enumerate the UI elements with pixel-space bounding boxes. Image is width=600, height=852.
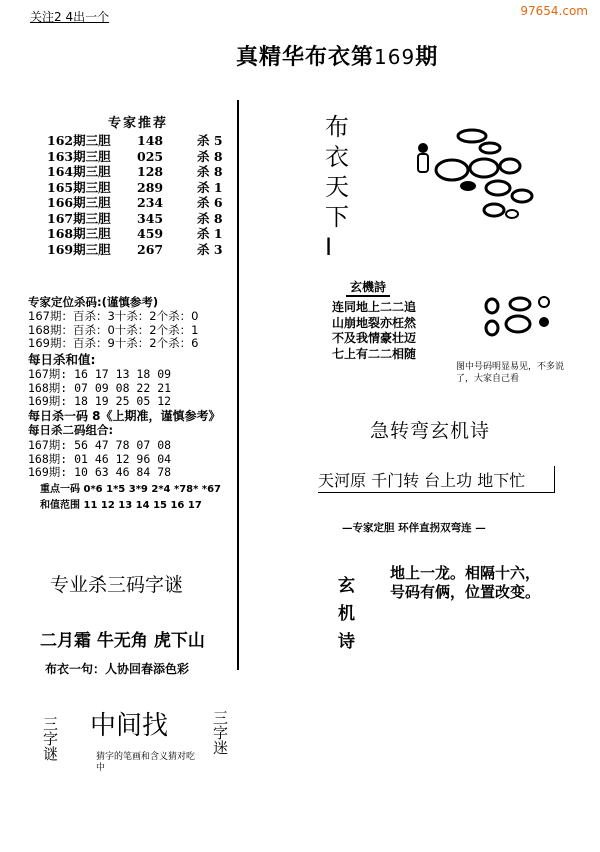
expert-rows xyxy=(47,133,223,257)
position-kill-row: 168期：百杀：0十杀：2个杀：1 xyxy=(28,322,199,337)
page-title xyxy=(236,40,438,71)
xuanji-label: 玄机诗 xyxy=(338,576,355,652)
coin-figure-illustration xyxy=(480,292,555,342)
row-kill: 杀 8 xyxy=(197,164,223,179)
watermark: 97654.com xyxy=(520,4,588,18)
daily-kill-row: 168期: 07 09 08 22 21 xyxy=(28,380,172,395)
daily-two-title: 每日杀二码组合: xyxy=(28,423,114,437)
row-nums: 148 xyxy=(137,133,164,148)
expert-row xyxy=(47,242,223,258)
poem-line: 七上有二二相随 xyxy=(332,346,417,361)
row-kill: 杀 1 xyxy=(197,179,223,195)
title-main: 真精华布衣第 xyxy=(236,45,375,70)
poem-line: 山崩地裂亦枉然 xyxy=(332,315,417,330)
riddle-label-left: 三字谜 xyxy=(41,716,59,761)
expert-row xyxy=(47,211,223,227)
poem-line: 连同地上二二追 xyxy=(332,300,417,314)
poem-note: 图中号码明显易见，不多说了，大家自己看 xyxy=(456,362,565,384)
expert-row xyxy=(47,149,223,165)
row-kill: 杀 3 xyxy=(197,241,223,257)
turn-poem-title: 急转弯玄机诗 xyxy=(370,420,491,442)
header-note: 关注2 4出一个 xyxy=(30,10,110,24)
position-kill-row: 169期：百杀：9十杀：2个杀：6 xyxy=(28,336,199,350)
expert-line: —专家定胆 环伴直拐双弯连 — xyxy=(342,522,486,534)
row-nums: 289 xyxy=(137,179,164,195)
buyi-saying: 布衣一句：人协回春添色彩 xyxy=(45,662,190,676)
row-nums: 128 xyxy=(137,164,164,179)
daily-two-rows xyxy=(28,439,171,480)
daily-one-code: 每日杀一码 8《上期准，谨慎参考》 xyxy=(28,409,221,423)
row-kill: 杀 1 xyxy=(197,226,223,241)
title-issue: 169 xyxy=(374,45,416,69)
kill-three-title: 专业杀三码字谜 xyxy=(50,574,184,596)
daily-two-row: 168期: 01 46 12 96 04 xyxy=(28,451,172,466)
daily-kill-title: 每日杀和值: xyxy=(28,352,96,367)
row-kill: 杀 6 xyxy=(197,195,223,210)
title-suffix: 期 xyxy=(415,45,439,70)
position-kill-rows xyxy=(28,310,198,351)
xuanji-line: 地上一龙。相隔十六， xyxy=(390,564,541,582)
daily-kill-row: 167期: 16 17 13 18 09 xyxy=(28,367,172,381)
row-issue: 162期三胆 xyxy=(47,133,111,148)
row-kill: 杀 8 xyxy=(197,210,223,226)
row-kill: 杀 5 xyxy=(197,133,223,148)
row-issue: 165期三胆 xyxy=(47,179,111,195)
daily-kill-rows xyxy=(28,368,171,409)
expert-row xyxy=(47,226,223,242)
key-one-code: 重点一码 0*6 1*5 3*9 2*4 *78* *67 xyxy=(40,484,221,495)
row-nums: 234 xyxy=(137,195,164,210)
daily-two-row: 169期: 10 63 46 84 78 xyxy=(28,465,172,479)
position-kill-title: 专家定位杀码:(谨慎参考) xyxy=(28,295,159,309)
sum-range: 和值范围 11 12 13 14 15 16 17 xyxy=(40,500,202,511)
kill-three-riddle: 二月霜 牛无角 虎下山 xyxy=(40,631,205,651)
buyi-vertical-text: 布衣天下I xyxy=(325,113,349,261)
row-nums: 459 xyxy=(137,226,164,241)
riddle-hint: 猜字的笔画和含义猜对吃中 xyxy=(96,752,196,773)
wealth-figure-illustration xyxy=(412,124,548,224)
row-issue: 164期三胆 xyxy=(47,164,111,179)
row-issue: 168期三胆 xyxy=(47,226,111,241)
row-issue: 169期三胆 xyxy=(47,241,111,257)
row-nums: 345 xyxy=(137,210,164,226)
row-issue: 166期三胆 xyxy=(47,195,111,210)
column-divider xyxy=(237,100,239,670)
daily-two-row: 167期: 56 47 78 07 08 xyxy=(28,438,172,452)
daily-kill-row: 169期: 18 19 25 05 12 xyxy=(28,394,172,408)
poem-lines xyxy=(332,300,416,362)
xuanji-line: 号码有俩，位置改变。 xyxy=(390,583,541,601)
riddle-word: 中间找 xyxy=(90,711,169,741)
position-kill-row: 167期：百杀：3十杀：2个杀：0 xyxy=(28,309,199,323)
expert-row xyxy=(47,180,223,196)
expert-row xyxy=(47,195,223,211)
poem-line: 不及我情豪壮迈 xyxy=(332,331,417,345)
row-nums: 267 xyxy=(137,241,164,257)
expert-row xyxy=(47,164,223,180)
turn-poem-riddle: 天河原 千门转 台上功 地下忙 xyxy=(318,471,526,490)
riddle-label-right: 三字迷 xyxy=(211,710,229,755)
row-issue: 163期三胆 xyxy=(47,148,111,164)
xuanji-text xyxy=(390,564,540,602)
poem-title: 玄機詩 xyxy=(346,278,390,297)
row-kill: 杀 8 xyxy=(197,148,223,164)
row-nums: 025 xyxy=(137,148,164,164)
expert-row xyxy=(47,133,223,149)
expert-title: 专家推荐 xyxy=(108,116,169,131)
row-issue: 167期三胆 xyxy=(47,210,111,226)
